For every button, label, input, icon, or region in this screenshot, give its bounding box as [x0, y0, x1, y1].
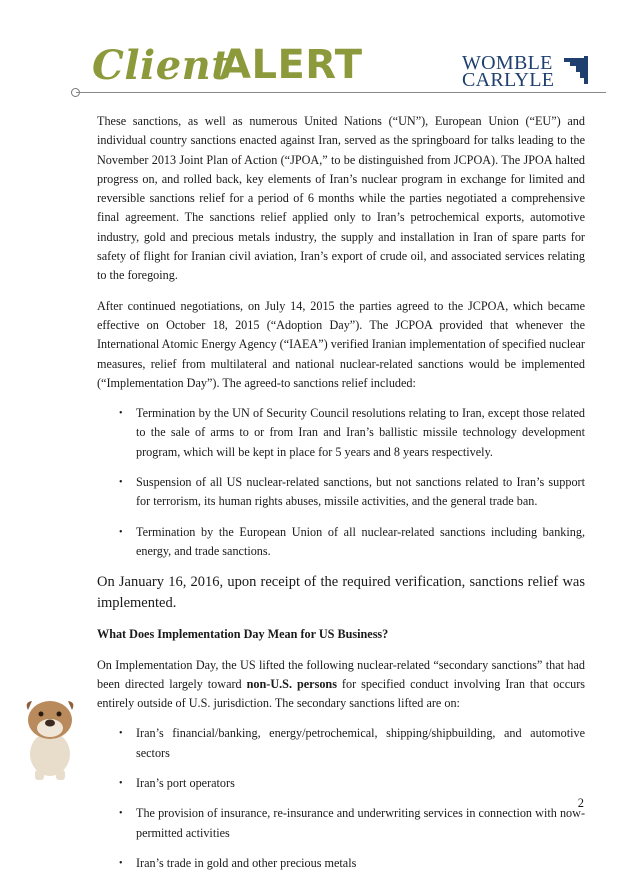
- bullet-icon: •: [119, 526, 123, 538]
- list-item: [97, 523, 585, 562]
- document-body: [97, 112, 585, 884]
- page-header: [0, 0, 640, 100]
- list-item: [97, 473, 585, 512]
- list-item-text: The provision of insurance, re-insurance and underwriting services in connection with now-permitted activities: [136, 806, 585, 840]
- list-item: [97, 854, 585, 873]
- bullet-icon: •: [119, 857, 123, 869]
- list-item-text: Iran’s trade in gold and other precious metals: [136, 855, 357, 870]
- paragraph-jcpoa: After continued negotiations, on July 14, 2015 the parties agreed to the JCPOA, which became effective on October 18, 2015 (“Adoption Day”). The JCPOA provided that whenever the International Atomic Energy Agency (“IAEA”) verified Iranian implementation of specified nuclear measures, relief from multilateral and national nuclear-related sanctions would be implemented (“Implementation Day”). The agreed-to sanctions relief included:: [97, 298, 585, 390]
- bullet-icon: •: [119, 728, 123, 740]
- stair-step-logo-icon: [564, 54, 592, 86]
- paragraph-implemented: On January 16, 2016, upon receipt of the required verification, sanctions relief was implemented.: [97, 574, 585, 612]
- list-item: [97, 774, 585, 793]
- paragraph-sanctions-background: These sanctions, as well as numerous United Nations (“UN”), European Union (“EU”) and individual country sanctions enacted against Iran, served as the springboard for talks leading to the November 2013 Joint Plan of Action (“JPOA,” to be distinguished from JCPOA). The JPOA halted progress on, and rolled back, key elements of Iran’s nuclear program in exchange for limited and reversible sanctions relief for a period of 6 months while the parties negotiated a comprehensive final agreement. The sanctions relief applied only to Iran’s petrochemical exports, automotive industry, gold and precious metals industry, the supply and installation in Iran of spare parts for safety of flight for Iranian civil aviation, Iran’s export of crude oil, and associated services relating to the foregoing.: [97, 114, 585, 283]
- logo-line-2: CARLYLE: [462, 69, 555, 91]
- bullet-icon: •: [119, 808, 123, 820]
- relief-bullet-list: [97, 404, 585, 561]
- list-item-text: Suspension of all US nuclear-related sanctions, but not sanctions related to Iran’s support for terrorism, its human rights abuses, missile activities, and the general trade ban.: [136, 475, 585, 509]
- p4-text-end: for specified conduct involving Iran that occurs entirely outside of U.S. jurisdiction. The secondary sanctions lifted are on:: [97, 676, 585, 711]
- p4-bold-term: non-U.S. persons: [246, 676, 337, 691]
- title-client: Client: [92, 42, 231, 89]
- paragraph-implementation-day: [97, 656, 585, 714]
- header-rule: [76, 92, 606, 93]
- bullet-icon: •: [119, 477, 123, 489]
- list-item: [97, 724, 585, 763]
- list-item: [97, 404, 585, 462]
- list-item: [97, 804, 585, 843]
- logo-line-1: WOMBLE: [462, 52, 553, 74]
- page-number: 2: [577, 796, 584, 810]
- lifted-sanctions-list: [97, 724, 585, 873]
- list-item-text: Termination by the European Union of all nuclear-related sanctions including banking, energy, and trade sanctions.: [136, 524, 585, 558]
- bullet-icon: •: [119, 408, 123, 420]
- list-item-text: Termination by the UN of Security Council resolutions relating to Iran, except those related to the sale of arms to or from Iran and Iran’s ballistic missile technology development program, which will be kept in place for 5 years and 8 years respectively.: [136, 406, 585, 459]
- bulldog-mascot-icon: [20, 692, 80, 782]
- list-item-text: Iran’s financial/banking, energy/petrochemical, shipping/shipbuilding, and automotive sectors: [136, 726, 585, 760]
- section-heading: What Does Implementation Day Mean for US Business?: [97, 627, 389, 642]
- bullet-icon: •: [119, 778, 123, 790]
- firm-logo: [462, 54, 592, 90]
- list-item-text: Iran’s port operators: [136, 776, 235, 791]
- p4-text-start: On Implementation Day, the US lifted the following nuclear-related “secondary sanctions” that had been directed largely toward: [97, 657, 585, 691]
- title-alert: ALERT: [220, 42, 363, 88]
